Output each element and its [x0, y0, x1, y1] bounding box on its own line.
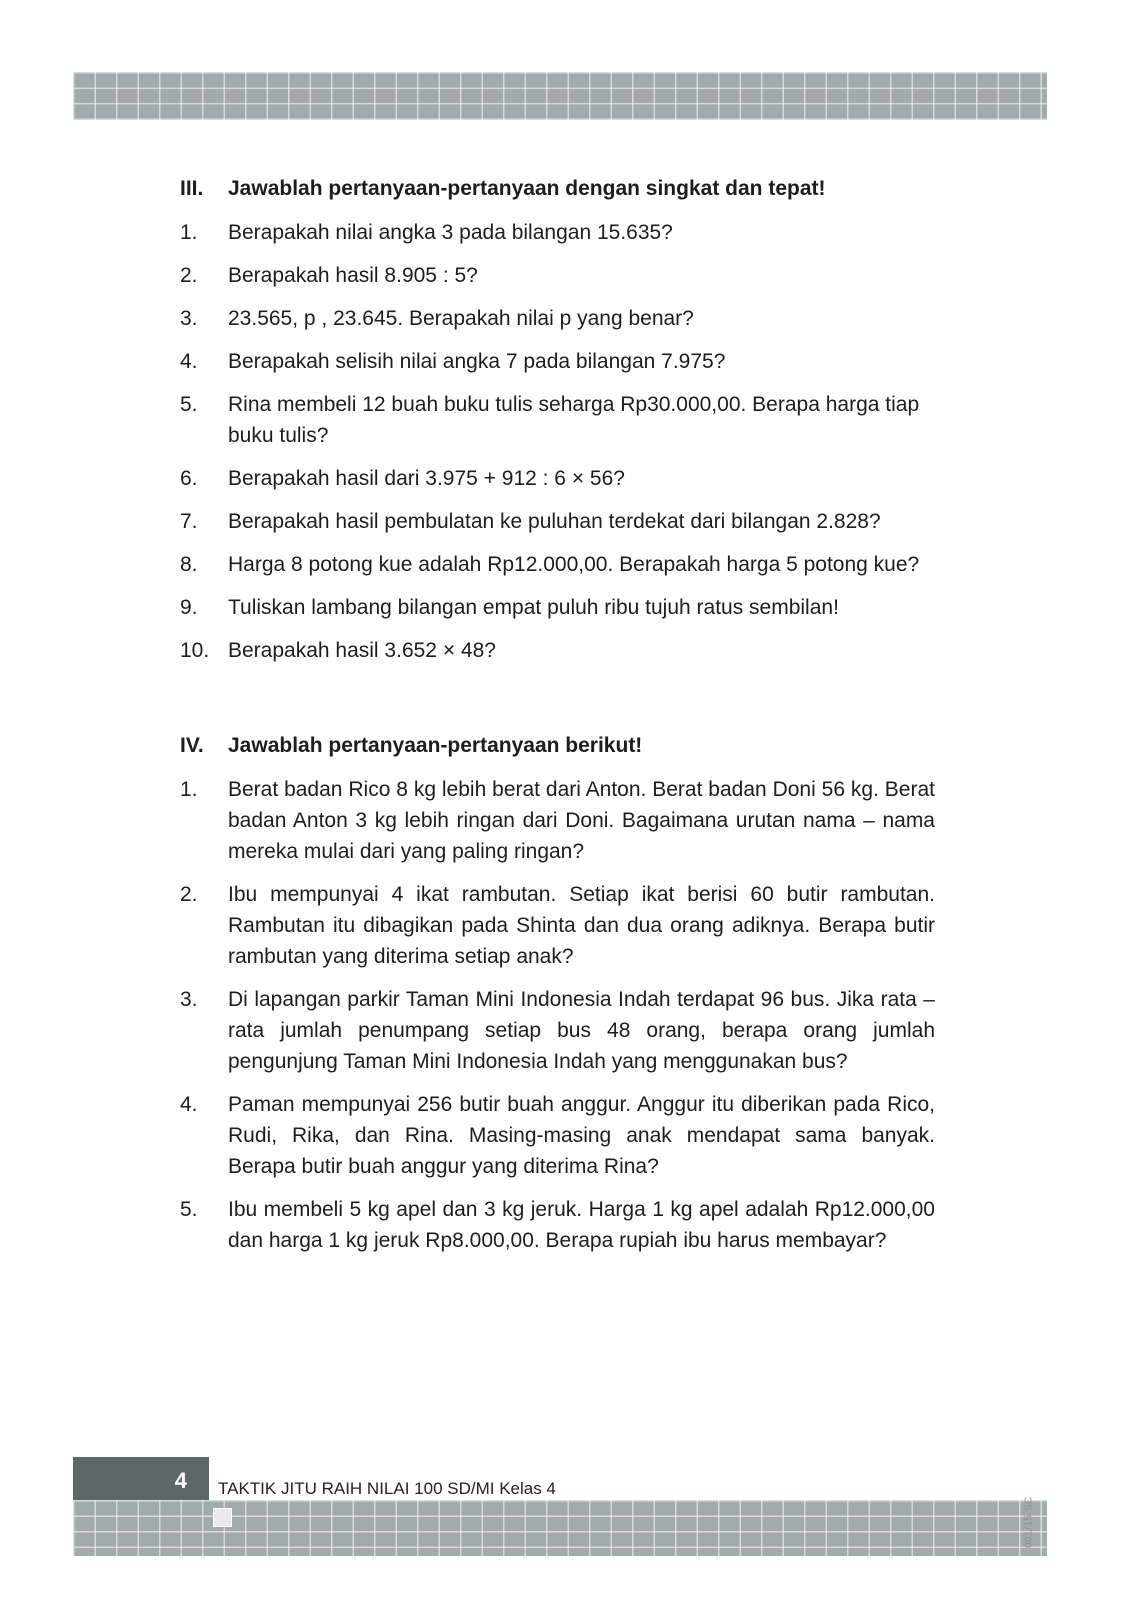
question-text: Tuliskan lambang bilangan empat puluh ribu tujuh ratus sembilan! [228, 596, 839, 619]
footer-book-title: TAKTIK JITU RAIH NILAI 100 SD/MI Kelas 4 [218, 1479, 556, 1498]
footer-square-marker [213, 1508, 232, 1527]
section-iii-numeral: III. [180, 177, 204, 200]
question-item [180, 346, 935, 377]
question-text: Berat badan Rico 8 kg lebih berat dari Anton. Berat badan Doni 56 kg. Berat badan Anton 3 kg lebih ringan dari Doni. Bagaimana urutan nama – nama mereka mulai dari yang paling ringan? [228, 778, 935, 863]
question-item [180, 303, 935, 334]
question-item [180, 260, 935, 291]
question-number: 8. [180, 553, 198, 576]
section-iv-numeral: IV. [180, 734, 204, 757]
section-iv [180, 732, 935, 1268]
question-text: 23.565, p , 23.645. Berapakah nilai p yang benar? [228, 307, 694, 330]
question-item [180, 506, 935, 537]
question-number: 2. [180, 264, 198, 287]
section-iii-question-list [180, 217, 935, 666]
question-number: 3. [180, 988, 198, 1011]
question-item [180, 549, 935, 580]
question-number: 4. [180, 1093, 198, 1116]
question-number: 2. [180, 883, 198, 906]
question-item [180, 463, 935, 494]
question-item [180, 879, 935, 972]
question-item [180, 217, 935, 248]
question-number: 1. [180, 221, 198, 244]
section-iii [180, 175, 935, 678]
question-text: Di lapangan parkir Taman Mini Indonesia Indah terdapat 96 bus. Jika rata – rata jumlah penumpang setiap bus 48 orang, berapa orang jumlah pengunjung Taman Mini Indonesia Indah yang menggunakan bus? [228, 988, 935, 1073]
question-number: 3. [180, 307, 198, 330]
question-item [180, 1089, 935, 1182]
side-code: 001/15 SC [1023, 1496, 1035, 1548]
question-number: 5. [180, 393, 198, 416]
question-item [180, 774, 935, 867]
page-number: 4 [73, 1457, 209, 1505]
question-item [180, 1194, 935, 1256]
question-number: 1. [180, 778, 198, 801]
question-number: 4. [180, 350, 198, 373]
section-iv-title: Jawablah pertanyaan-pertanyaan berikut! [228, 734, 643, 757]
question-text: Berapakah hasil 3.652 × 48? [228, 639, 496, 662]
question-text: Berapakah hasil 8.905 : 5? [228, 264, 478, 287]
section-iv-question-list [180, 774, 935, 1256]
header-grid-band [73, 72, 1047, 120]
question-text: Harga 8 potong kue adalah Rp12.000,00. Berapakah harga 5 potong kue? [228, 553, 920, 576]
question-number: 6. [180, 467, 198, 490]
question-text: Berapakah selisih nilai angka 7 pada bilangan 7.975? [228, 350, 726, 373]
question-text: Rina membeli 12 buah buku tulis seharga Rp30.000,00. Berapa harga tiap buku tulis? [228, 393, 920, 447]
section-iii-title: Jawablah pertanyaan-pertanyaan dengan singkat dan tepat! [228, 177, 826, 200]
question-number: 5. [180, 1198, 198, 1221]
question-item [180, 984, 935, 1077]
section-iii-heading [180, 175, 935, 203]
section-iv-heading [180, 732, 935, 760]
question-text: Ibu mempunyai 4 ikat rambutan. Setiap ikat berisi 60 butir rambutan. Rambutan itu dibagikan pada Shinta dan dua orang adiknya. Berapa butir rambutan yang diterima setiap anak? [228, 883, 935, 968]
question-number: 9. [180, 596, 198, 619]
question-number: 10. [180, 639, 210, 662]
question-number: 7. [180, 510, 198, 533]
question-text: Paman mempunyai 256 butir buah anggur. Anggur itu diberikan pada Rico, Rudi, Rika, dan Rina. Masing-masing anak mendapat sama banyak. Berapa butir buah anggur yang diterima Rina? [228, 1093, 935, 1178]
question-item [180, 592, 935, 623]
question-text: Berapakah nilai angka 3 pada bilangan 15.635? [228, 221, 673, 244]
question-item [180, 635, 935, 666]
question-text: Berapakah hasil dari 3.975 + 912 : 6 × 56? [228, 467, 625, 490]
question-text: Ibu membeli 5 kg apel dan 3 kg jeruk. Harga 1 kg apel adalah Rp12.000,00 dan harga 1 kg jeruk Rp8.000,00. Berapa rupiah ibu harus membayar? [228, 1198, 935, 1252]
question-item [180, 389, 935, 451]
question-text: Berapakah hasil pembulatan ke puluhan terdekat dari bilangan 2.828? [228, 510, 881, 533]
